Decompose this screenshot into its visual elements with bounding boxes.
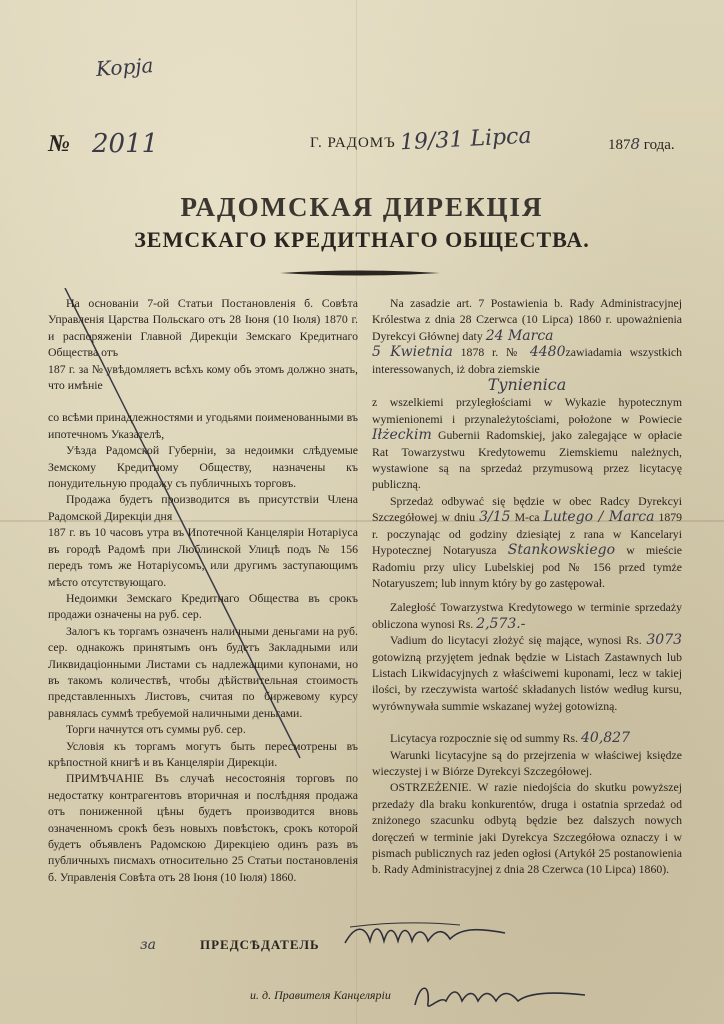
- handwritten-notary: Stankowskiego: [507, 542, 616, 559]
- handwritten-start-sum: 40,827: [581, 730, 630, 747]
- warning-heading: OSTRZEŻENIE.: [390, 780, 472, 795]
- right-para-6-text-b: gotowizną przyjętem jednak będzie w Listach Zastawnych lub Listach Likwidacyjnych z właściwemi kuponami, lecz w takiej ilości, by rzeczywista wartość składanych listów według kursu, wyrównywała summie wskazanej wyżej gotowizną.: [372, 649, 682, 713]
- left-para-2: 187 г. за № увѣдомляетъ всѣхъ кому объ этомъ должно знать, что имѣніе: [48, 361, 358, 393]
- right-para-5-text: Zaległość Towarzystwa Kredytowego w terminie sprzedaży obliczona wynosi Rs.: [372, 600, 682, 631]
- right-para-7: [372, 730, 682, 746]
- polish-column: [372, 295, 682, 878]
- right-para-6: [372, 632, 682, 714]
- directorate-title: РАДОМСКАЯ ДИРЕКЦІЯ: [180, 192, 544, 222]
- year-suffix: года.: [640, 137, 675, 153]
- left-note: [48, 770, 358, 885]
- left-para-5: Продажа будетъ производится въ присутствіи Члена Радомской Дирекціи дня: [48, 492, 358, 523]
- handwritten-number: 4480: [529, 344, 566, 361]
- kopia-note: Kopja: [95, 53, 155, 81]
- left-para-6: 187 г. въ 10 часовъ утра въ Ипотечной Канцеляріи Нотаріуса въ городѣ Радомѣ при Люблинской Улицѣ подъ № 156 передъ томъ же Нотаріусомъ, или другимъ заступающимъ мѣсто отсутствующаго.: [48, 525, 358, 589]
- handwritten-date: 19/31 Lipca: [399, 123, 533, 156]
- note-heading: ПРИМѢЧАНІЕ: [66, 771, 144, 786]
- year-handwritten: 8: [630, 135, 641, 153]
- handwritten-month: Lutego / Marca: [543, 509, 655, 526]
- note-text: Въ случаѣ несостоянія торговъ по недостатку контрагентовъ вторичная и послѣдняя продажа отъ пониженной цѣны будетъ производится вновь означенномъ срокѣ безъ новыхъ повѣстокъ, срокъ которой будетъ объявленъ Радомскою Дирекціею одинъ разъ въ публичныхъ писмахъ относительно 25 Статьи постановленія б. Управленія Совѣта отъ 28 Іюня (10 Іюля) 1860.: [48, 771, 358, 884]
- estate-name-line: [372, 377, 682, 394]
- right-para-3-text-b: Gubernii Radomskiej, jako zalegające w opłacie Rat Towarzystwu Kredytowemu Ziemskiemu należnych, wystawione są na sprzedaż przymusową przez licytacyę publiczną.: [372, 428, 683, 492]
- right-para-3-text: z wszelkiemi przyległościami w Wykazie hypotecznym wymienionemi i przynależytościami, położone w Powiecie: [372, 395, 682, 426]
- handwritten-date-1: 24 Marca: [485, 327, 554, 344]
- right-para-6-text-a: Vadium do licytacyi złożyć się mające, wynosi Rs.: [390, 633, 642, 648]
- warning-text: W razie niedojścia do skutku powyższej przedaży dla braku konkurentów, druga i ostatnia sprzedaż od zniżonego szacunku odbytą będzie bez dalszych nowych doręczeń w terminie jaki Dyrekcya Szczegółowa oznaczy i w pismach publicznych raz jeden ogłosi (Artykół 25 postanowienia b. Rady Administracyjnej z dnia 28 Czerwca (10 Lipca) 1860).: [372, 780, 682, 877]
- right-para-2-text: zawiadamia wszystkich interessowanych, iż dobra ziemskie: [372, 345, 683, 376]
- left-para-9: Торги начнутся отъ суммы руб. сер.: [66, 722, 246, 737]
- year-label: [608, 135, 675, 154]
- right-para-4-text-c: 1879 r. poczynając od godziny dziesiątej z rana w Kancelaryi Hypotecznej Notaryusza: [372, 510, 683, 558]
- left-para-4: Уѣзда Радомской Губерніи, за недоимки слѣдуемые Земскому Кредитному Обществу, назначены къ понудительную продажу съ публичныхъ торговъ.: [48, 443, 358, 491]
- clerk-signature: [410, 975, 590, 1015]
- right-para-2-year: 1878 r. №: [460, 345, 523, 360]
- right-para-4-text-d: w mieście Radomiu przy ulicy Lubelskiej pod № 156 przed tymże Notaryuszem; lub innym który by go zastępował.: [372, 543, 683, 590]
- handwritten-arrears: 2,573.-: [476, 615, 526, 632]
- left-para-1: На основаніи 7-ой Статьи Постановленія б. Совѣта Управленія Царства Польскаго отъ 28 Іюня (10 Іюля) 1870 г. и распоряженіи Главной Дирекціи Земскаго Кредитнаго Общества отъ: [48, 296, 358, 360]
- handwritten-vadium: 3073: [646, 632, 683, 649]
- left-para-7: Недоимки Земскаго Кредитнаго Общества въ срокъ продажи означены на руб. сер.: [48, 590, 358, 622]
- right-para-4-text-b: M-ca: [514, 510, 540, 525]
- russian-column: [48, 295, 358, 885]
- clerk-label: и. д. Правителя Канцеляріи: [250, 988, 391, 1002]
- handwritten-date-2: 5 Kwietnia: [372, 344, 453, 361]
- city-label: Г. РАДОМЪ: [310, 135, 396, 151]
- ornament-rule: [280, 268, 440, 278]
- left-para-10: Условія къ торгамъ могутъ быть пересмотрены въ крѣпостной книгѣ и въ Канцеляріи Дирекціи.: [48, 738, 358, 769]
- right-para-8: Warunki licytacyjne są do przejrzenia w właściwej księdze wieczystej i w Biórze Dyrekcyi Szczegółowej.: [372, 747, 682, 778]
- number-sign: №: [48, 131, 70, 157]
- right-para-5: [372, 599, 682, 632]
- left-para-8: Залогъ къ торгамъ означенъ наличными деньгами на руб. сер. однакожъ принятымъ онъ будетъ Закладными или Ликвидаціонными Листами съ надлежащими купонами, но въ такомъ количествѣ, чтобы дѣйствительная стоимость представленныхъ Листовъ, считая по биржевому курсу равнялась суммѣ требуемой наличными деньгами.: [48, 623, 358, 720]
- handwritten-estate: Tynienica: [487, 375, 567, 395]
- right-warning: [372, 779, 682, 877]
- left-para-3: со всѣми принадлежностями и угодьями поименованными въ ипотечномъ Указателѣ,: [48, 410, 358, 441]
- society-subtitle: ЗЕМСКАГО КРЕДИТНАГО ОБЩЕСТВА.: [134, 227, 590, 252]
- right-para-3: [372, 394, 682, 492]
- year-printed: 187: [608, 137, 631, 153]
- chairman-signature: [340, 915, 510, 955]
- footer-za: за: [140, 937, 156, 953]
- handwritten-district: Iłżeckim: [372, 427, 432, 444]
- chairman-label: ПРЕДСѢДАТЕЛЬ: [200, 937, 320, 952]
- right-para-1: [372, 295, 682, 344]
- document-number: 2011: [92, 129, 159, 159]
- right-para-4-text-a: Sprzedaż odbywać się będzie w obec Radcy Dyrekcyi Szczegółowej w dniu: [372, 493, 682, 525]
- right-para-7-text-a: Licytacya rozpocznie się od summy Rs.: [390, 731, 579, 746]
- right-para-2: [372, 344, 682, 377]
- handwritten-day: 3/15: [479, 509, 511, 526]
- right-para-1-text: Na zasadzie art. 7 Postawienia b. Rady Administracyjnej Królestwa z dnia 28 Czerwca (10 Lipca) 1860 r. upoważnienia Dyrekcyi Głównej daty: [372, 296, 682, 343]
- number-row: [0, 125, 724, 165]
- right-para-4: [372, 493, 682, 591]
